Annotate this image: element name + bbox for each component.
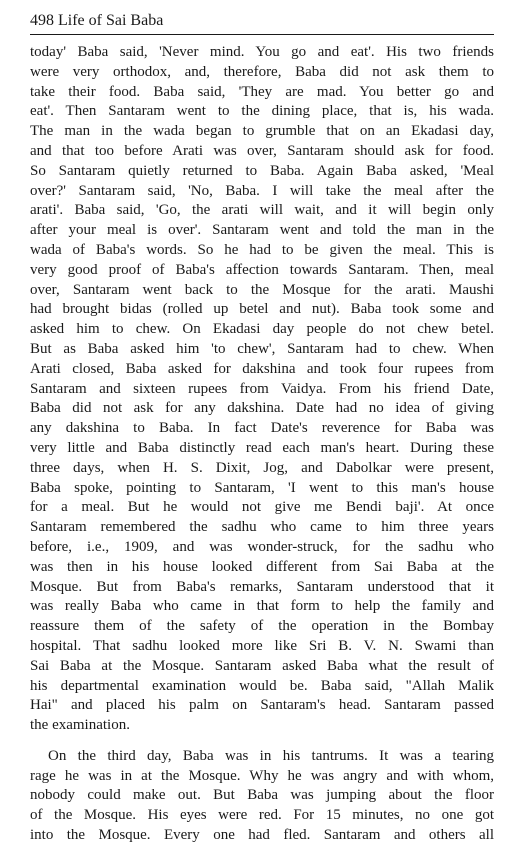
paragraph-1: [30, 43, 494, 736]
text-line: had brought bidas (rolled up betel and nut). Baba took some and: [30, 301, 494, 318]
text-line: after your meal is over'. Santaram went and told the man in the: [30, 222, 494, 239]
text-line: of the Mosque. His eyes were red. For 15 minutes, no one got: [30, 807, 494, 824]
text-line: Santaram remembered the sadhu who came to him three years: [30, 519, 494, 536]
text-line: over?' Santaram said, 'No, Baba. I will take the meal after the: [30, 182, 494, 199]
header-rule: [30, 34, 494, 35]
text-line: before, i.e., 1909, and was wonder-struck, for the sadhu who: [30, 538, 494, 555]
text-line: Mosque. But from Baba's remarks, Santaram understood that it: [30, 578, 494, 595]
text-line: was really Baba who came in that form to help the family and: [30, 598, 494, 615]
text-line: was then in his house looked different from Sai Baba at the: [30, 558, 494, 575]
text-line: today' Baba said, 'Never mind. You go and eat'. His two friends: [30, 44, 494, 60]
paragraph-gap: [30, 736, 494, 747]
text-line: into the Mosque. Every one had fled. Santaram and others all: [30, 827, 494, 844]
text-line: take their food. Baba said, 'They are mad. You better go and: [30, 83, 494, 100]
book-page: [30, 10, 494, 846]
paragraph-2: [30, 747, 494, 846]
text-line: Arati closed, Baba asked for dakshina and took four rupees from: [30, 360, 494, 377]
text-line: So Santaram quietly returned to Baba. Again Baba asked, 'Meal: [30, 162, 494, 179]
text-line: rage he was in at the Mosque. Why he was angry and with whom,: [30, 767, 494, 784]
text-line: Hai" and placed his palm on Santaram's head. Santaram passed: [30, 697, 494, 714]
text-line: On the third day, Baba was in his tantrums. It was a tearing: [48, 747, 494, 764]
text-line: Santaram and sixteen rupees from Vaidya. From his friend Date,: [30, 380, 494, 397]
text-line: asked him to chew. On Ekadasi day people do not chew betel.: [30, 321, 494, 338]
text-line: and that too before Arati was over, Santaram should ask for food.: [30, 142, 494, 159]
running-header: [30, 10, 494, 32]
text-line: very little and Baba distinctly read each man's heart. During these: [30, 439, 494, 456]
text-line: the examination.: [30, 717, 130, 734]
running-title: Life of Sai Baba: [58, 12, 164, 29]
text-line: Baba did not ask for any dakshina. Date had no idea of giving: [30, 400, 494, 417]
text-line: wada of Baba's words. So he had to be given the meal. This is: [30, 241, 494, 258]
text-line: The man in the wada began to grumble that on an Ekadasi day,: [30, 123, 494, 140]
text-line: arati'. Baba said, 'Go, the arati will wait, and it will begin only: [30, 202, 494, 219]
text-line: nobody could make out. But Baba was jumping about the floor: [30, 787, 494, 804]
text-line: Sai Baba at the Mosque. Santaram asked Baba what the result of: [30, 657, 494, 674]
text-line: hospital. That sadhu looked more like Sri B. V. N. Swami than: [30, 637, 494, 654]
text-line: very good proof of Baba's affection towards Santaram. Then, meal: [30, 261, 494, 278]
text-line: eat'. Then Santaram went to the dining place, that is, his wada.: [30, 103, 494, 120]
text-line: any dakshina to Baba. In fact Date's reverence for Baba was: [30, 420, 494, 437]
text-line: reassure them of the safety of the operation in the Bombay: [30, 618, 494, 635]
text-line: were very orthodox, and, therefore, Baba did not ask them to: [30, 63, 494, 80]
text-line: over, Santaram went back to the Mosque for the arati. Maushi: [30, 281, 494, 298]
text-line: Baba spoke, pointing to Santaram, 'I went to this man's house: [30, 479, 494, 496]
body-text: [30, 43, 494, 846]
text-line: for a meal. But he would not give me Bendi baji'. At once: [30, 499, 494, 516]
text-line: But as Baba asked him 'to chew', Santaram had to chew. When: [30, 340, 494, 357]
text-line: his departmental examination would be. Baba said, "Allah Malik: [30, 677, 494, 694]
text-line: three days, when H. S. Dixit, Jog, and Dabolkar were present,: [30, 459, 494, 476]
page-number: 498: [30, 12, 54, 29]
